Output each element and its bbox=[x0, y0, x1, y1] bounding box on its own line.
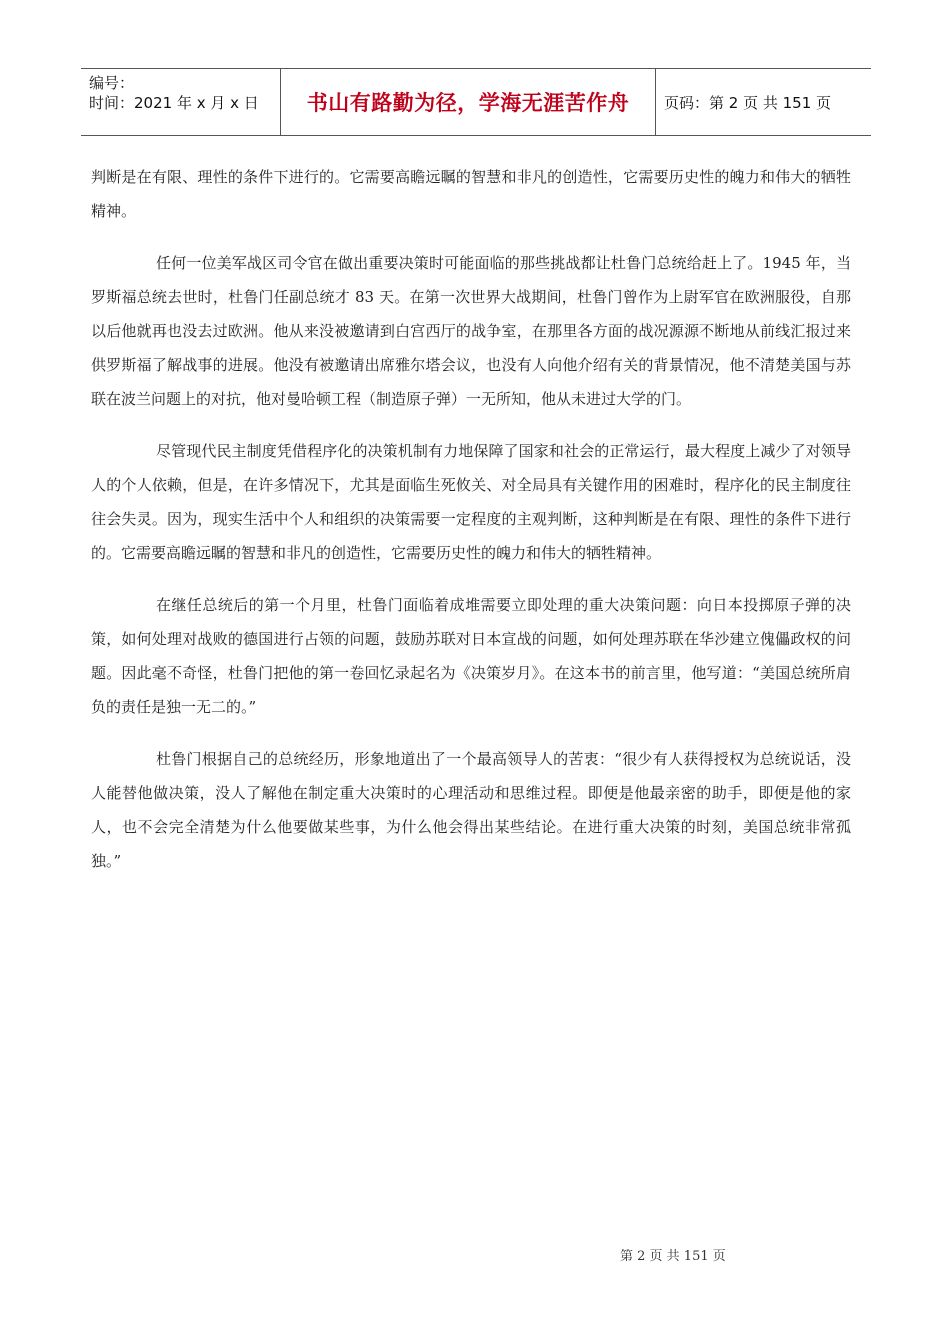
header-page-label: 页码：第 2 页 共 151 页 bbox=[664, 93, 832, 112]
footer-page-number: 第 2 页 共 151 页 bbox=[620, 1249, 726, 1264]
document-body bbox=[91, 160, 851, 896]
paragraph-3: 尽管现代民主制度凭借程序化的决策机制有力地保障了国家和社会的正常运行，最大程度上减少了对领导人的个人依赖，但是，在许多情况下，尤其是面临生死攸关、对全局具有关键作用的困难时，程序化的民主制度往往会失灵。因为，现实生活中个人和组织的决策需要一定程度的主观判断，这种判断是在有限、理性的条件下进行的。它需要高瞻远瞩的智慧和非凡的创造性，它需要历史性的魄力和伟大的牺牲精神。 bbox=[91, 442, 851, 562]
time-label: 时间：2021 年 x 月 x 日 bbox=[89, 94, 259, 112]
paragraph-1: 判断是在有限、理性的条件下进行的。它需要高瞻远瞩的智慧和非凡的创造性，它需要历史性的魄力和伟大的牺牲精神。 bbox=[91, 168, 851, 220]
number-label: 编号： bbox=[89, 74, 135, 92]
page-header bbox=[81, 68, 871, 136]
paragraph-5: 杜鲁门根据自己的总统经历，形象地道出了一个最高领导人的苦衷：“很少有人获得授权为总统说话，没人能替他做决策，没人了解他在制定重大决策时的心理活动和思维过程。即便是他最亲密的助手，即便是他的家人，也不会完全清楚为什么他要做某些事，为什么他会得出某些结论。在进行重大决策的时刻，美国总统非常孤独。” bbox=[91, 750, 851, 870]
header-motto-cell bbox=[281, 69, 656, 135]
header-page-cell bbox=[656, 69, 871, 135]
header-meta bbox=[81, 69, 281, 135]
paragraph-4: 在继任总统后的第一个月里，杜鲁门面临着成堆需要立即处理的重大决策问题：向日本投掷原子弹的决策，如何处理对战败的德国进行占领的问题，鼓励苏联对日本宣战的问题，如何处理苏联在华沙建立傀儡政权的问题。因此毫不奇怪，杜鲁门把他的第一卷回忆录起名为《决策岁月》。在这本书的前言里，他写道：“美国总统所肩负的责任是独一无二的。” bbox=[91, 596, 851, 716]
header-motto: 书山有路勤为径，学海无涯苦作舟 bbox=[306, 91, 630, 115]
paragraph-2: 任何一位美军战区司令官在做出重要决策时可能面临的那些挑战都让杜鲁门总统给赶上了。1945 年，当罗斯福总统去世时，杜鲁门任副总统才 83 天。在第一次世界大战期间，杜鲁门曾作为上尉军官在欧洲服役，自那以后他就再也没去过欧洲。他从来没被邀请到白宫西厅的战争室，在那里各方面的战况源源不断地从前线汇报过来供罗斯福了解战事的进展。他没有被邀请出席雅尔塔会议，也没有人向他介绍有关的背景情况，他不清楚美国与苏联在波兰问题上的对抗，他对曼哈顿工程（制造原子弹）一无所知，他从未进过大学的门。 bbox=[91, 254, 851, 408]
